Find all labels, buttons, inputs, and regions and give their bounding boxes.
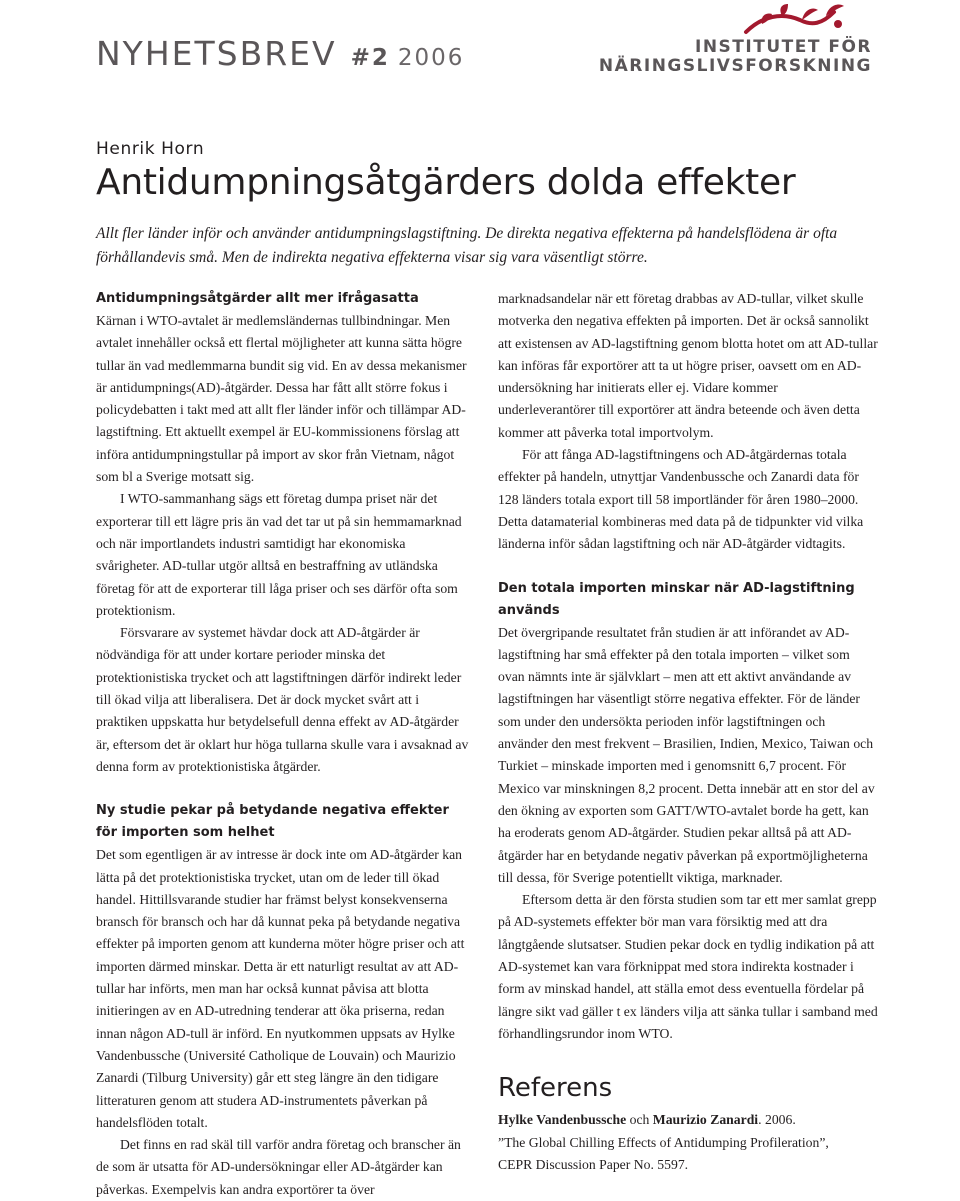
masthead	[96, 34, 464, 73]
flower-logo-icon	[742, 2, 852, 38]
reference-entry	[498, 1109, 878, 1131]
section-heading: Den totala importen minskar när AD-lagstiftning används	[498, 580, 855, 618]
article-lead: Allt fler länder inför och använder antidumpningslagstiftning. De direkta negativa effekterna på handelsflödena är ofta förhållandevis små. Men de indirekta negativa effekterna visar sig vara väsentligt större.	[96, 225, 838, 266]
newsletter-label: NYHETSBREV	[96, 34, 337, 73]
reference-author-2: Maurizio Zanardi	[652, 1112, 759, 1128]
article-title: Antidumpningsåtgärders dolda effekter	[96, 162, 796, 203]
references-heading: Referens	[498, 1073, 613, 1104]
body-paragraph: Försvarare av systemet hävdar dock att AD-åtgärder är nödvändiga för att under kortare perioder minska det protektionistiska trycket och att lagstiftningen därför indirekt leder till ökad vilja att liberalisera. Det är dock mycket svårt att i praktiken uppskatta hur betydelsefull denna effekt av AD-åtgärder är, eftersom det är oklart hur höga tullarna skulle vara i avsaknad av denna form av protektionistiska åtgärder.	[96, 625, 469, 774]
reference-conj: och	[626, 1112, 653, 1128]
body-paragraph: För att fånga AD-lagstiftningens och AD-åtgärdernas totala effekter på handeln, utnyttjar Vandenbussche och Zanardi data för 128 länders totala export till 58 importländer för åren 1980–2000. Detta datamaterial kombineras med data på de tidpunkter vid vilka länderna inför sådan lagstiftning och när AD-åtgärder vidtagits.	[498, 447, 864, 552]
issue-number: #2	[350, 45, 390, 71]
reference-title: ”The Global Chilling Effects of Antidumping Profileration”,	[498, 1134, 829, 1150]
body-paragraph: Det som egentligen är av intresse är dock inte om AD-åtgärder kan lätta på det protektionistiska trycket, utan om de leder till ökad handel. Hittillsvarande studier har främst belyst konsekvenserna bransch för bransch och har då kunnat peka på betydande negativa effekter på importen genom att kunderna möter högre priser och att importen därmed minskar. Detta är ett naturligt resultat av att AD-tullar har införts, men man har också kunnat påvisa att blotta initieringen av en AD-utredning tenderar att öka priserna, redan innan någon AD-tull är införd. En nyutkommen uppsats av Hylke Vandenbussche (Université Catholique de Louvain) och Maurizio Zanardi (Tilburg University) går ett steg längre än den tidigare litteraturen genom att studera AD-instrumentets påverkan på handelsflöden totalt.	[96, 847, 465, 1130]
body-paragraph: I WTO-sammanhang sägs ett företag dumpa priset när det exporterar till ett lägre pris än vad det tar ut på sin hemmamarknad och när importlandets industri samtidigt har ekonomiska svårigheter. AD-tullar utgör alltså en bestraffning av utländska företag för att de exporterar till låga priser och ses därför ofta som protektionism.	[96, 491, 462, 618]
issue-year: 2006	[397, 45, 465, 71]
reference-author-1: Hylke Vandenbussche	[498, 1112, 627, 1128]
institute-logo	[599, 2, 872, 76]
body-paragraph: Eftersom detta är den första studien som tar ett mer samlat grepp på AD-systemets effekter bör man vara försiktig med att dra långtgående slutsatser. Studien pekar dock en tydlig indikation på att AD-systemet kan vara förknippat med stora indirekta kostnader i form av minskad handel, att ställa emot dess eventuella fördelar på längre sikt vad gäller t ex länders vilja att sänka tullar i samband med förhandlingsrundor inom WTO.	[498, 892, 878, 1041]
logo-line-2: NÄRINGSLIVSFORSKNING	[598, 56, 872, 76]
body-paragraph: Kärnan i WTO-avtalet är medlemsländernas tullbindningar. Men avtalet innehåller också ett flertal möjligheter att kunna sätta högre tullar än vad medlemmarna bundit sig vid. En av dessa mekanismer är antidumpnings(AD)-åtgärder. Dessa har fått allt större fokus i policydebatten i takt med att allt fler länder inför och tillämpar AD-lagstiftning. Ett aktuellt exempel är EU-kommissionens förslag att införa antidumpningstullar på import av skor från Vietnam, något som bl a Sverige motsatt sig.	[96, 313, 467, 485]
logo-line-1: INSTITUTET FÖR	[695, 37, 872, 57]
body-paragraph: Det övergripande resultatet från studien är att införandet av AD-lagstiftning har små effekter på den totala importen – vilket som ovan nämnts inte är självklart – men att ett aktivt användande av lagstiftningen har väsentligt större negativa effekter. För de länder som under den undersökta perioden inför lagstiftningen och använder den mest frekvent – Brasilien, Indien, Mexico, Taiwan och Turkiet – minskade importen med i genomsnitt 6,7 procent. För Mexico var minskningen 8,2 procent. Detta innebär att en stor del av den ökning av exporten som GATT/WTO-avtalet borde ha gett, kan ha eroderats genom AD-åtgärder. Studien pekar alltså på att AD-åtgärder har en betydande negativ påverkan på exportmöjligheterna till dessa, för Sverige potentiellt viktiga, marknader.	[498, 624, 875, 885]
right-column	[498, 288, 878, 1176]
article-author: Henrik Horn	[96, 139, 205, 159]
section-heading: Ny studie pekar på betydande negativa effekter för importen som helhet	[96, 803, 449, 841]
reference-source: CEPR Discussion Paper No. 5597.	[498, 1156, 689, 1172]
left-column	[96, 288, 472, 1201]
body-paragraph: Det finns en rad skäl till varför andra företag och branscher än de som är utsatta för AD-undersökningar eller AD-åtgärder kan påverkas. Exempelvis kan andra exportörer ta över	[96, 1137, 461, 1197]
reference-year: . 2006.	[758, 1112, 796, 1128]
section-heading: Antidumpningsåtgärder allt mer ifrågasatta	[96, 291, 419, 306]
body-paragraph: marknadsandelar när ett företag drabbas av AD-tullar, vilket skulle motverka den negativa effekten på importen. Det är också sannolikt att existensen av AD-lagstiftning genom blotta hotet om att AD-tullar kan införas får exportörer att ta ut högre priser, oavsett om en AD-undersökning har initierats eller ej. Vidare kommer underleverantörer till exportörer att ändra beteende och även detta kommer att påverka total importvolym.	[498, 291, 878, 440]
